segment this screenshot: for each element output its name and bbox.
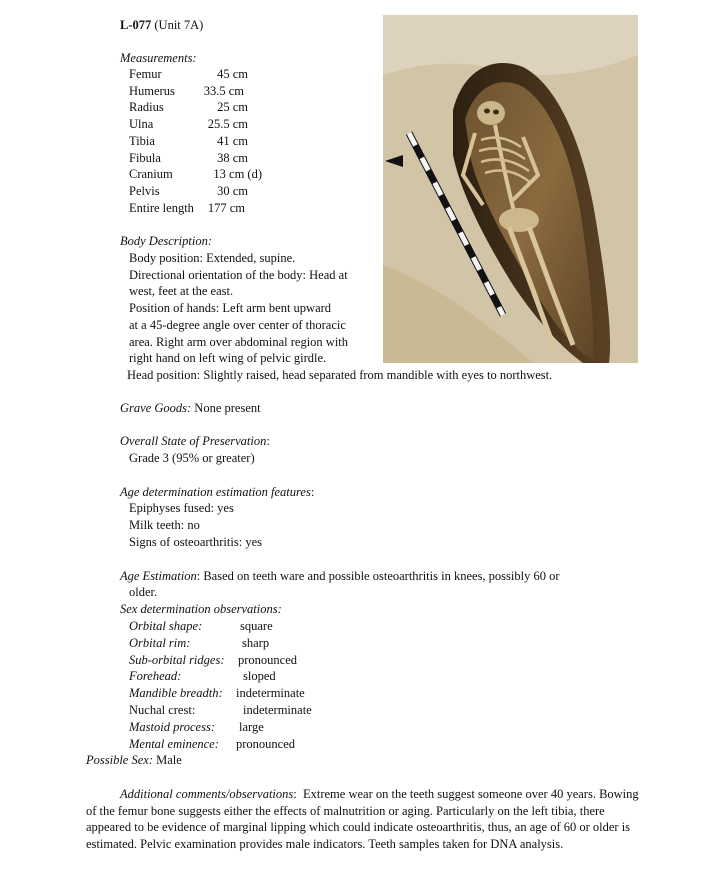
- preservation-value: Grade 3 (95% or greater): [129, 451, 255, 465]
- age-estimation-text: : Based on teeth ware and possible osteoarthritis in knees, possibly 60 or: [196, 569, 560, 583]
- body-description-line: right hand on left wing of pelvic girdle.: [129, 351, 327, 365]
- sex-observation-value: indeterminate: [243, 703, 312, 717]
- sex-observation-label: Sub-orbital ridges:: [129, 653, 225, 667]
- sex-observation-label: Mastoid process:: [129, 720, 215, 734]
- body-description-line: Directional orientation of the body: Head at: [129, 268, 348, 282]
- preservation-label: Overall State of Preservation: [120, 434, 267, 448]
- sex-observation-value: sharp: [242, 636, 270, 650]
- age-estimation-text-continued: older.: [129, 585, 158, 599]
- age-features-heading: [120, 484, 314, 500]
- grave-goods: [120, 400, 261, 416]
- age-features-colon: :: [310, 485, 315, 499]
- measurement-value: 30 cm: [217, 184, 248, 198]
- sex-observation-label: Nuchal crest:: [129, 703, 196, 717]
- sex-observation-label: Mental eminence:: [129, 737, 219, 751]
- measurement-value: 33.5 cm: [203, 84, 244, 98]
- age-features-label: Age determination estimation features: [120, 485, 311, 499]
- measurement-value: 45 cm: [217, 67, 248, 81]
- measurement-label: Fibula: [129, 151, 161, 165]
- measurement-value: 25 cm: [217, 100, 248, 114]
- sex-observation-value: square: [240, 619, 273, 633]
- grave-goods-label: Grave Goods:: [120, 401, 192, 415]
- measurements-heading: Measurements:: [120, 51, 197, 65]
- measurement-value: 13 cm (d): [213, 167, 262, 181]
- body-description-line: Body position: Extended, supine.: [129, 251, 296, 265]
- possible-sex-value: Male: [156, 753, 182, 767]
- body-description-line: at a 45-degree angle over center of thoracic: [129, 318, 346, 332]
- age-feature-line: Signs of osteoarthritis: yes: [129, 535, 262, 549]
- grave-photo: [383, 15, 638, 363]
- body-description-line: Position of hands: Left arm bent upward: [129, 301, 332, 315]
- sex-observation-label: Mandible breadth:: [129, 686, 223, 700]
- measurement-value: 25.5 cm: [207, 117, 248, 131]
- measurement-label: Entire length: [129, 201, 194, 215]
- body-description-heading: Body Description:: [120, 234, 212, 248]
- possible-sex: [86, 752, 182, 768]
- record-id: L-077: [120, 18, 152, 32]
- sex-observation-label: Forehead:: [129, 669, 182, 683]
- measurement-label: Pelvis: [129, 184, 160, 198]
- body-description-line: Head position: Slightly raised, head separated from mandible with eyes to northwest.: [127, 368, 553, 382]
- measurement-label: Radius: [129, 100, 164, 114]
- measurement-label: Ulna: [129, 117, 154, 131]
- sex-observations-heading: Sex determination observations:: [120, 602, 282, 616]
- possible-sex-label: Possible Sex:: [86, 753, 153, 767]
- sex-observation-label: Orbital rim:: [129, 636, 191, 650]
- measurement-value: 41 cm: [217, 134, 248, 148]
- sex-observation-label: Orbital shape:: [129, 619, 203, 633]
- comments-colon: :: [293, 787, 303, 801]
- record-header: [120, 17, 203, 33]
- preservation-colon: :: [266, 434, 270, 448]
- comments-label: Additional comments/observations: [120, 787, 294, 801]
- age-feature-line: Milk teeth: no: [129, 518, 200, 532]
- grave-photo-image: [383, 15, 638, 363]
- sex-observation-value: sloped: [243, 669, 276, 683]
- record-unit: (Unit 7A): [154, 18, 204, 32]
- age-estimation-label: Age Estimation: [120, 569, 197, 583]
- age-estimation: [120, 568, 560, 584]
- preservation-heading: [120, 433, 270, 449]
- body-description-line: west, feet at the east.: [129, 284, 234, 298]
- sex-observation-value: pronounced: [238, 653, 298, 667]
- body-description-line: area. Right arm over abdominal region with: [129, 335, 349, 349]
- sex-observation-value: pronounced: [236, 737, 296, 751]
- comments-text: Extreme wear on the teeth suggest someone over 40 years. Bowing of the femur bone suggests either the effects of malnutrition or aging. Particularly on the left tibia, there appeared to be evidence of marginal lipping which could indicate osteoarthritis, thus, an age of 60 or older is estimated. Pelvic examination provides male indicators. Teeth samples taken for DNA analysis.: [86, 787, 639, 851]
- additional-comments: [86, 786, 646, 852]
- measurement-value: 177 cm: [207, 201, 245, 215]
- measurement-label: Cranium: [129, 167, 173, 181]
- measurement-label: Humerus: [129, 84, 175, 98]
- age-feature-line: Epiphyses fused: yes: [129, 501, 234, 515]
- grave-goods-value: None present: [194, 401, 261, 415]
- measurement-value: 38 cm: [217, 151, 248, 165]
- sex-observation-value: indeterminate: [236, 686, 305, 700]
- measurement-label: Femur: [129, 67, 162, 81]
- measurement-label: Tibia: [129, 134, 155, 148]
- sex-observation-value: large: [239, 720, 264, 734]
